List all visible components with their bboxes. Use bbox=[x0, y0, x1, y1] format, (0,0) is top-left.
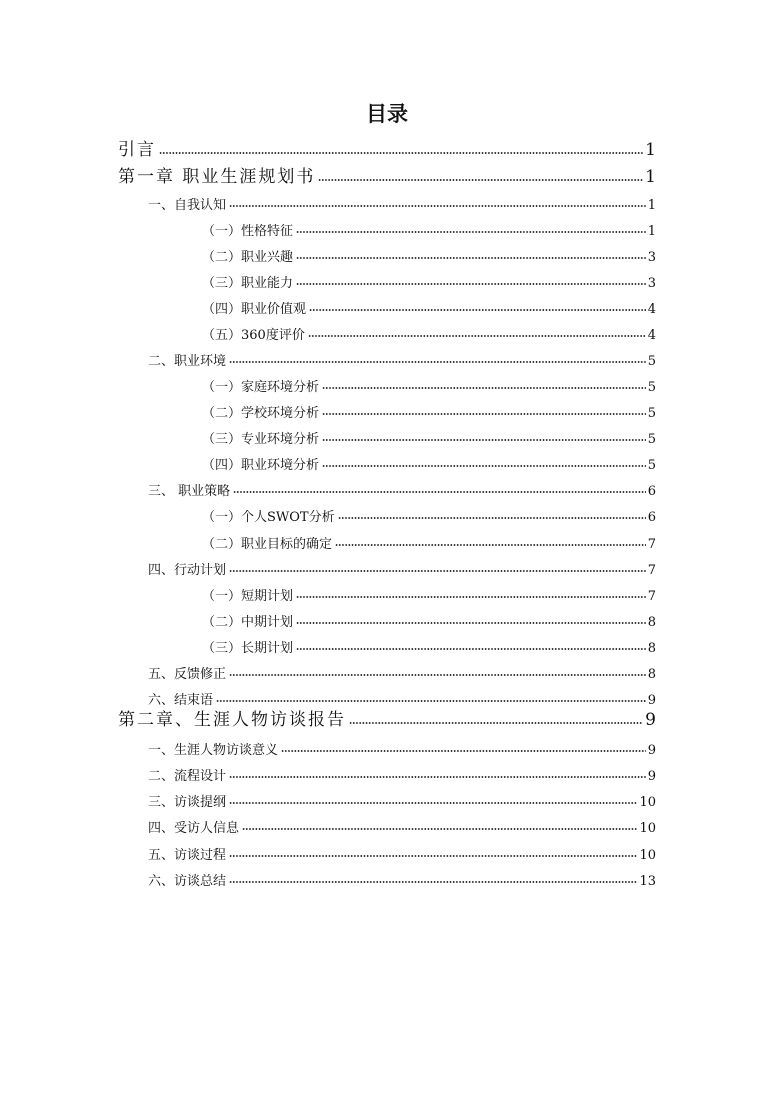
toc-entry[interactable] bbox=[118, 708, 656, 730]
dot-leader bbox=[229, 800, 637, 806]
dot-leader bbox=[335, 542, 646, 548]
dot-leader bbox=[322, 463, 646, 469]
toc-entry-label: 六、访谈总结 bbox=[148, 874, 227, 889]
dot-leader bbox=[322, 411, 646, 417]
toc-entry-label: （一）性格特征 bbox=[202, 224, 294, 239]
toc-entry[interactable] bbox=[148, 191, 656, 213]
toc-entry-page-number: 8 bbox=[647, 667, 656, 682]
toc-entry-page-number: 4 bbox=[647, 328, 656, 343]
toc-entry-label: 四、受访人信息 bbox=[148, 821, 240, 836]
dot-leader bbox=[281, 748, 646, 754]
toc-entry-label: （二）职业兴趣 bbox=[202, 250, 294, 265]
toc-entry[interactable] bbox=[202, 243, 656, 265]
toc-entry-page-number: 5 bbox=[647, 458, 656, 473]
toc-entry-page-number: 5 bbox=[647, 354, 656, 369]
dot-leader bbox=[296, 620, 646, 626]
dot-leader bbox=[349, 720, 643, 726]
toc-entry-label: 引言 bbox=[118, 140, 156, 160]
toc-entry-label: 四、行动计划 bbox=[148, 563, 227, 578]
toc-entry[interactable] bbox=[148, 788, 656, 810]
toc-entry-page-number: 9 bbox=[647, 769, 656, 784]
toc-entry-label: 二、流程设计 bbox=[148, 769, 227, 784]
toc-entry-page-number: 10 bbox=[639, 848, 656, 863]
toc-entry-page-number: 9 bbox=[645, 710, 656, 730]
toc-entry[interactable] bbox=[202, 503, 656, 525]
dot-leader bbox=[216, 698, 646, 704]
toc-entry-page-number: 13 bbox=[639, 874, 656, 889]
toc-entry[interactable] bbox=[202, 399, 656, 421]
dot-leader bbox=[322, 385, 646, 391]
toc-entry-label: （一）短期计划 bbox=[202, 589, 294, 604]
toc-entry-page-number: 8 bbox=[647, 615, 656, 630]
dot-leader bbox=[229, 203, 646, 209]
toc-entry-page-number: 10 bbox=[639, 795, 656, 810]
toc-entry[interactable] bbox=[118, 138, 656, 160]
dot-leader bbox=[229, 774, 646, 780]
toc-entry-label: 五、反馈修正 bbox=[148, 667, 227, 682]
toc-entry-label: 五、访谈过程 bbox=[148, 848, 227, 863]
dot-leader bbox=[296, 594, 646, 600]
toc-entry-label: （三）长期计划 bbox=[202, 641, 294, 656]
toc-entry[interactable] bbox=[202, 425, 656, 447]
toc-entry-label: 二、职业环境 bbox=[148, 354, 227, 369]
toc-entry-label: 三、 职业策略 bbox=[148, 484, 231, 499]
toc-entry[interactable] bbox=[148, 556, 656, 578]
toc-entry-page-number: 6 bbox=[647, 484, 656, 499]
dot-leader bbox=[159, 150, 643, 156]
toc-entry-label: （一）个人SWOT分析 bbox=[202, 510, 335, 525]
toc-entry-page-number: 7 bbox=[647, 589, 656, 604]
toc-entry-page-number: 7 bbox=[647, 563, 656, 578]
toc-entry[interactable] bbox=[148, 762, 656, 784]
dot-leader bbox=[296, 255, 646, 261]
toc-entry-label: 三、访谈提纲 bbox=[148, 795, 227, 810]
toc-entry-label: 第二章、生涯人物访谈报告 bbox=[118, 710, 346, 730]
toc-entry-page-number: 8 bbox=[647, 641, 656, 656]
dot-leader bbox=[242, 826, 637, 832]
toc-entry-label: 第一章 职业生涯规划书 bbox=[118, 167, 316, 187]
toc-title: 目录 bbox=[366, 102, 408, 126]
toc-entry-label: （五）360度评价 bbox=[202, 328, 305, 343]
dot-leader bbox=[229, 672, 646, 678]
dot-leader bbox=[296, 229, 646, 235]
toc-entry[interactable] bbox=[202, 634, 656, 656]
toc-entry-page-number: 1 bbox=[645, 140, 656, 160]
toc-entry-label: （四）职业环境分析 bbox=[202, 458, 320, 473]
dot-leader bbox=[233, 489, 646, 495]
toc-entry-page-number: 7 bbox=[647, 537, 656, 552]
dot-leader bbox=[229, 853, 637, 859]
toc-entry-label: （三）职业能力 bbox=[202, 276, 294, 291]
toc-entry-page-number: 6 bbox=[647, 510, 656, 525]
toc-entry-page-number: 5 bbox=[647, 406, 656, 421]
toc-entry-page-number: 5 bbox=[647, 432, 656, 447]
toc-entry-label: 六、结束语 bbox=[148, 693, 214, 708]
toc-entry-page-number: 1 bbox=[645, 167, 656, 187]
toc-entry[interactable] bbox=[148, 347, 656, 369]
toc-entry[interactable] bbox=[202, 608, 656, 630]
toc-entry-page-number: 9 bbox=[647, 693, 656, 708]
dot-leader bbox=[296, 646, 646, 652]
dot-leader bbox=[296, 281, 646, 287]
dot-leader bbox=[229, 359, 646, 365]
toc-entry[interactable] bbox=[202, 321, 656, 343]
toc-entry[interactable] bbox=[202, 530, 656, 552]
toc-entry-label: （一）家庭环境分析 bbox=[202, 380, 320, 395]
toc-entry[interactable] bbox=[202, 269, 656, 291]
toc-entry[interactable] bbox=[148, 736, 656, 758]
toc-entry-label: （二）中期计划 bbox=[202, 615, 294, 630]
dot-leader bbox=[308, 333, 646, 339]
dot-leader bbox=[309, 307, 646, 313]
toc-entry-page-number: 5 bbox=[647, 380, 656, 395]
toc-entry-label: （四）职业价值观 bbox=[202, 302, 307, 317]
toc-entry[interactable] bbox=[202, 451, 656, 473]
toc-entry-page-number: 4 bbox=[647, 302, 656, 317]
toc-entry[interactable] bbox=[148, 841, 656, 863]
toc-entry[interactable] bbox=[148, 867, 656, 889]
toc-entry-page-number: 3 bbox=[647, 250, 656, 265]
toc-entry-label: 一、生涯人物访谈意义 bbox=[148, 743, 279, 758]
toc-entry-page-number: 3 bbox=[647, 276, 656, 291]
toc-entry-page-number: 10 bbox=[639, 821, 656, 836]
toc-entry[interactable] bbox=[202, 373, 656, 395]
dot-leader bbox=[318, 177, 643, 183]
toc-entry-page-number: 1 bbox=[647, 198, 656, 213]
toc-entry[interactable] bbox=[148, 814, 656, 836]
toc-entry[interactable] bbox=[202, 295, 656, 317]
toc-entry-label: 一、自我认知 bbox=[148, 198, 227, 213]
toc-entry[interactable] bbox=[202, 582, 656, 604]
toc-entry[interactable] bbox=[148, 660, 656, 682]
toc-entry-label: （二）学校环境分析 bbox=[202, 406, 320, 421]
toc-entry-page-number: 9 bbox=[647, 743, 656, 758]
toc-entry[interactable] bbox=[202, 217, 656, 239]
toc-entry-label: （二）职业目标的确定 bbox=[202, 537, 333, 552]
dot-leader bbox=[322, 437, 646, 443]
toc-entry-label: （三）专业环境分析 bbox=[202, 432, 320, 447]
toc-entry[interactable] bbox=[148, 477, 656, 499]
dot-leader bbox=[338, 515, 646, 521]
dot-leader bbox=[229, 879, 637, 885]
dot-leader bbox=[229, 568, 646, 574]
toc-entry-page-number: 1 bbox=[647, 224, 656, 239]
toc-entry[interactable] bbox=[118, 165, 656, 187]
